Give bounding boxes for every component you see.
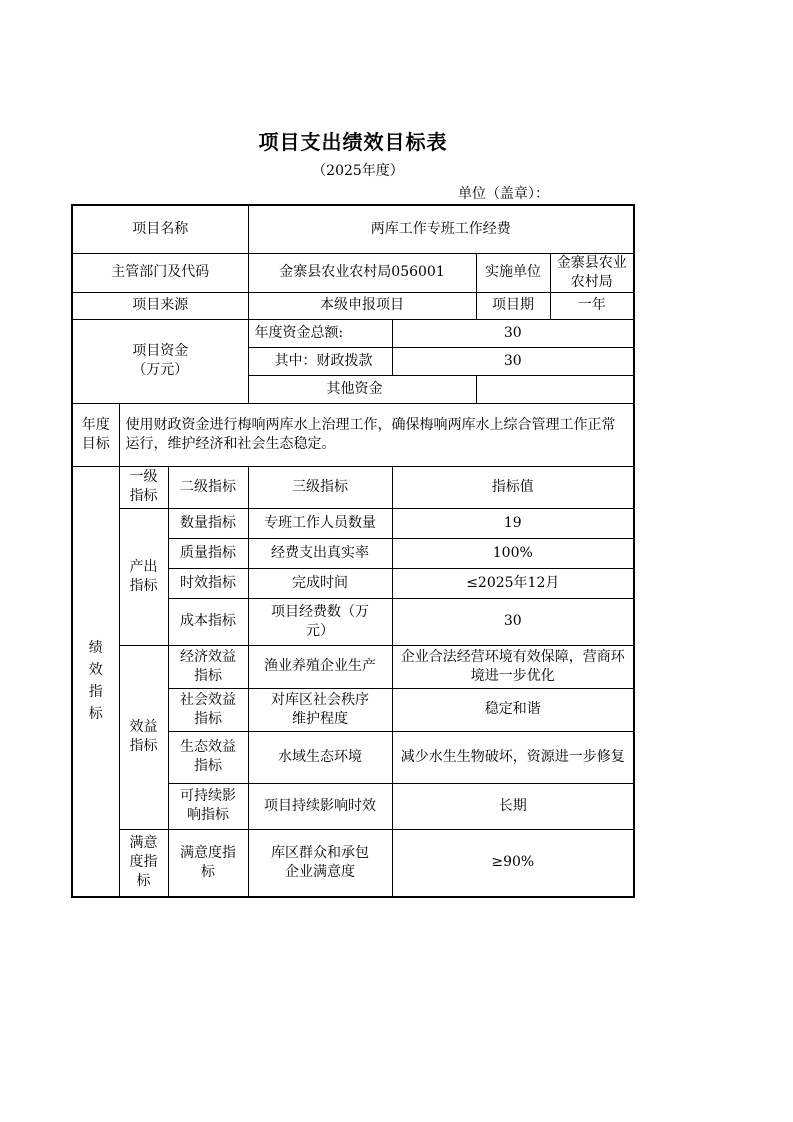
benefit-indicators-label: 效益指标 xyxy=(119,645,168,829)
indicator-value-header: 指标值 xyxy=(392,466,634,508)
project-period-value: 一年 xyxy=(550,292,634,319)
department-label: 主管部门及代码 xyxy=(72,253,248,292)
annual-goal-text: 使用财政资金进行梅响两库水上治理工作，确保梅响两库水上综合管理工作正常运行，维护经济和社会生态稳定。 xyxy=(119,403,634,466)
annual-fund-total-value: 30 xyxy=(392,319,634,347)
table-row-level3: 水域生态环境 xyxy=(248,731,392,783)
performance-indicators-label: 绩效指标 xyxy=(72,466,119,897)
table-row-level3: 库区群众和承包企业满意度 xyxy=(248,829,392,897)
table-row-level2: 质量指标 xyxy=(168,538,248,568)
project-source-label: 项目来源 xyxy=(72,292,248,319)
satisfaction-indicators-label: 满意度指标 xyxy=(119,829,168,897)
table-row-value: 稳定和谐 xyxy=(392,688,634,731)
table-row-level3: 经费支出真实率 xyxy=(248,538,392,568)
output-indicators-label: 产出指标 xyxy=(119,508,168,645)
page-title: 项目支出绩效目标表 xyxy=(258,130,448,154)
fiscal-appropriation-label: 其中：财政拨款 xyxy=(248,347,392,375)
unit-seal-label: 单位（盖章）： xyxy=(458,186,549,202)
other-fund-label: 其他资金 xyxy=(248,375,476,403)
project-name-label: 项目名称 xyxy=(72,205,248,253)
table-row-value: ≥90% xyxy=(392,829,634,897)
table-row-level2: 可持续影响指标 xyxy=(168,783,248,829)
table-row-level2: 成本指标 xyxy=(168,598,248,645)
table-row-level3: 项目持续影响时效 xyxy=(248,783,392,829)
table-row-level3: 项目经费数（万元） xyxy=(248,598,392,645)
project-period-label: 项目期 xyxy=(476,292,550,319)
table-row-value: 长期 xyxy=(392,783,634,829)
table-row-level3: 完成时间 xyxy=(248,568,392,598)
project-source-value: 本级申报项目 xyxy=(248,292,476,319)
level1-header: 一级指标 xyxy=(119,466,168,508)
table-row-value: 企业合法经营环境有效保障，营商环境进一步优化 xyxy=(392,645,634,688)
table-row-value: ≤2025年12月 xyxy=(392,568,634,598)
table-row-level2: 数量指标 xyxy=(168,508,248,538)
implementing-unit-value: 金寨县农业农村局 xyxy=(550,253,634,292)
performance-goal-table xyxy=(71,204,635,898)
annual-goal-label: 年度目标 xyxy=(72,403,119,466)
fiscal-year: （2025年度） xyxy=(312,163,404,179)
table-row-level2: 社会效益指标 xyxy=(168,688,248,731)
table-row-level2: 满意度指标 xyxy=(168,829,248,897)
table-row-value: 减少水生生物破坏，资源进一步修复 xyxy=(392,731,634,783)
table-row-value: 100% xyxy=(392,538,634,568)
table-row-value: 19 xyxy=(392,508,634,538)
department-value: 金寨县农业农村局056001 xyxy=(248,253,476,292)
project-fund-label: 项目资金（万元） xyxy=(72,319,248,403)
table-row-value: 30 xyxy=(392,598,634,645)
fiscal-appropriation-value: 30 xyxy=(392,347,634,375)
implementing-unit-label: 实施单位 xyxy=(476,253,550,292)
table-row-level3: 专班工作人员数量 xyxy=(248,508,392,538)
table-row-level2: 生态效益指标 xyxy=(168,731,248,783)
other-fund-value xyxy=(476,375,634,403)
annual-fund-total-label: 年度资金总额: xyxy=(248,319,392,347)
project-name-value: 两库工作专班工作经费 xyxy=(248,205,634,253)
level2-header: 二级指标 xyxy=(168,466,248,508)
table-row-level3: 对库区社会秩序维护程度 xyxy=(248,688,392,731)
level3-header: 三级指标 xyxy=(248,466,392,508)
table-row-level2: 经济效益指标 xyxy=(168,645,248,688)
table-row-level3: 渔业养殖企业生产 xyxy=(248,645,392,688)
table-row-level2: 时效指标 xyxy=(168,568,248,598)
